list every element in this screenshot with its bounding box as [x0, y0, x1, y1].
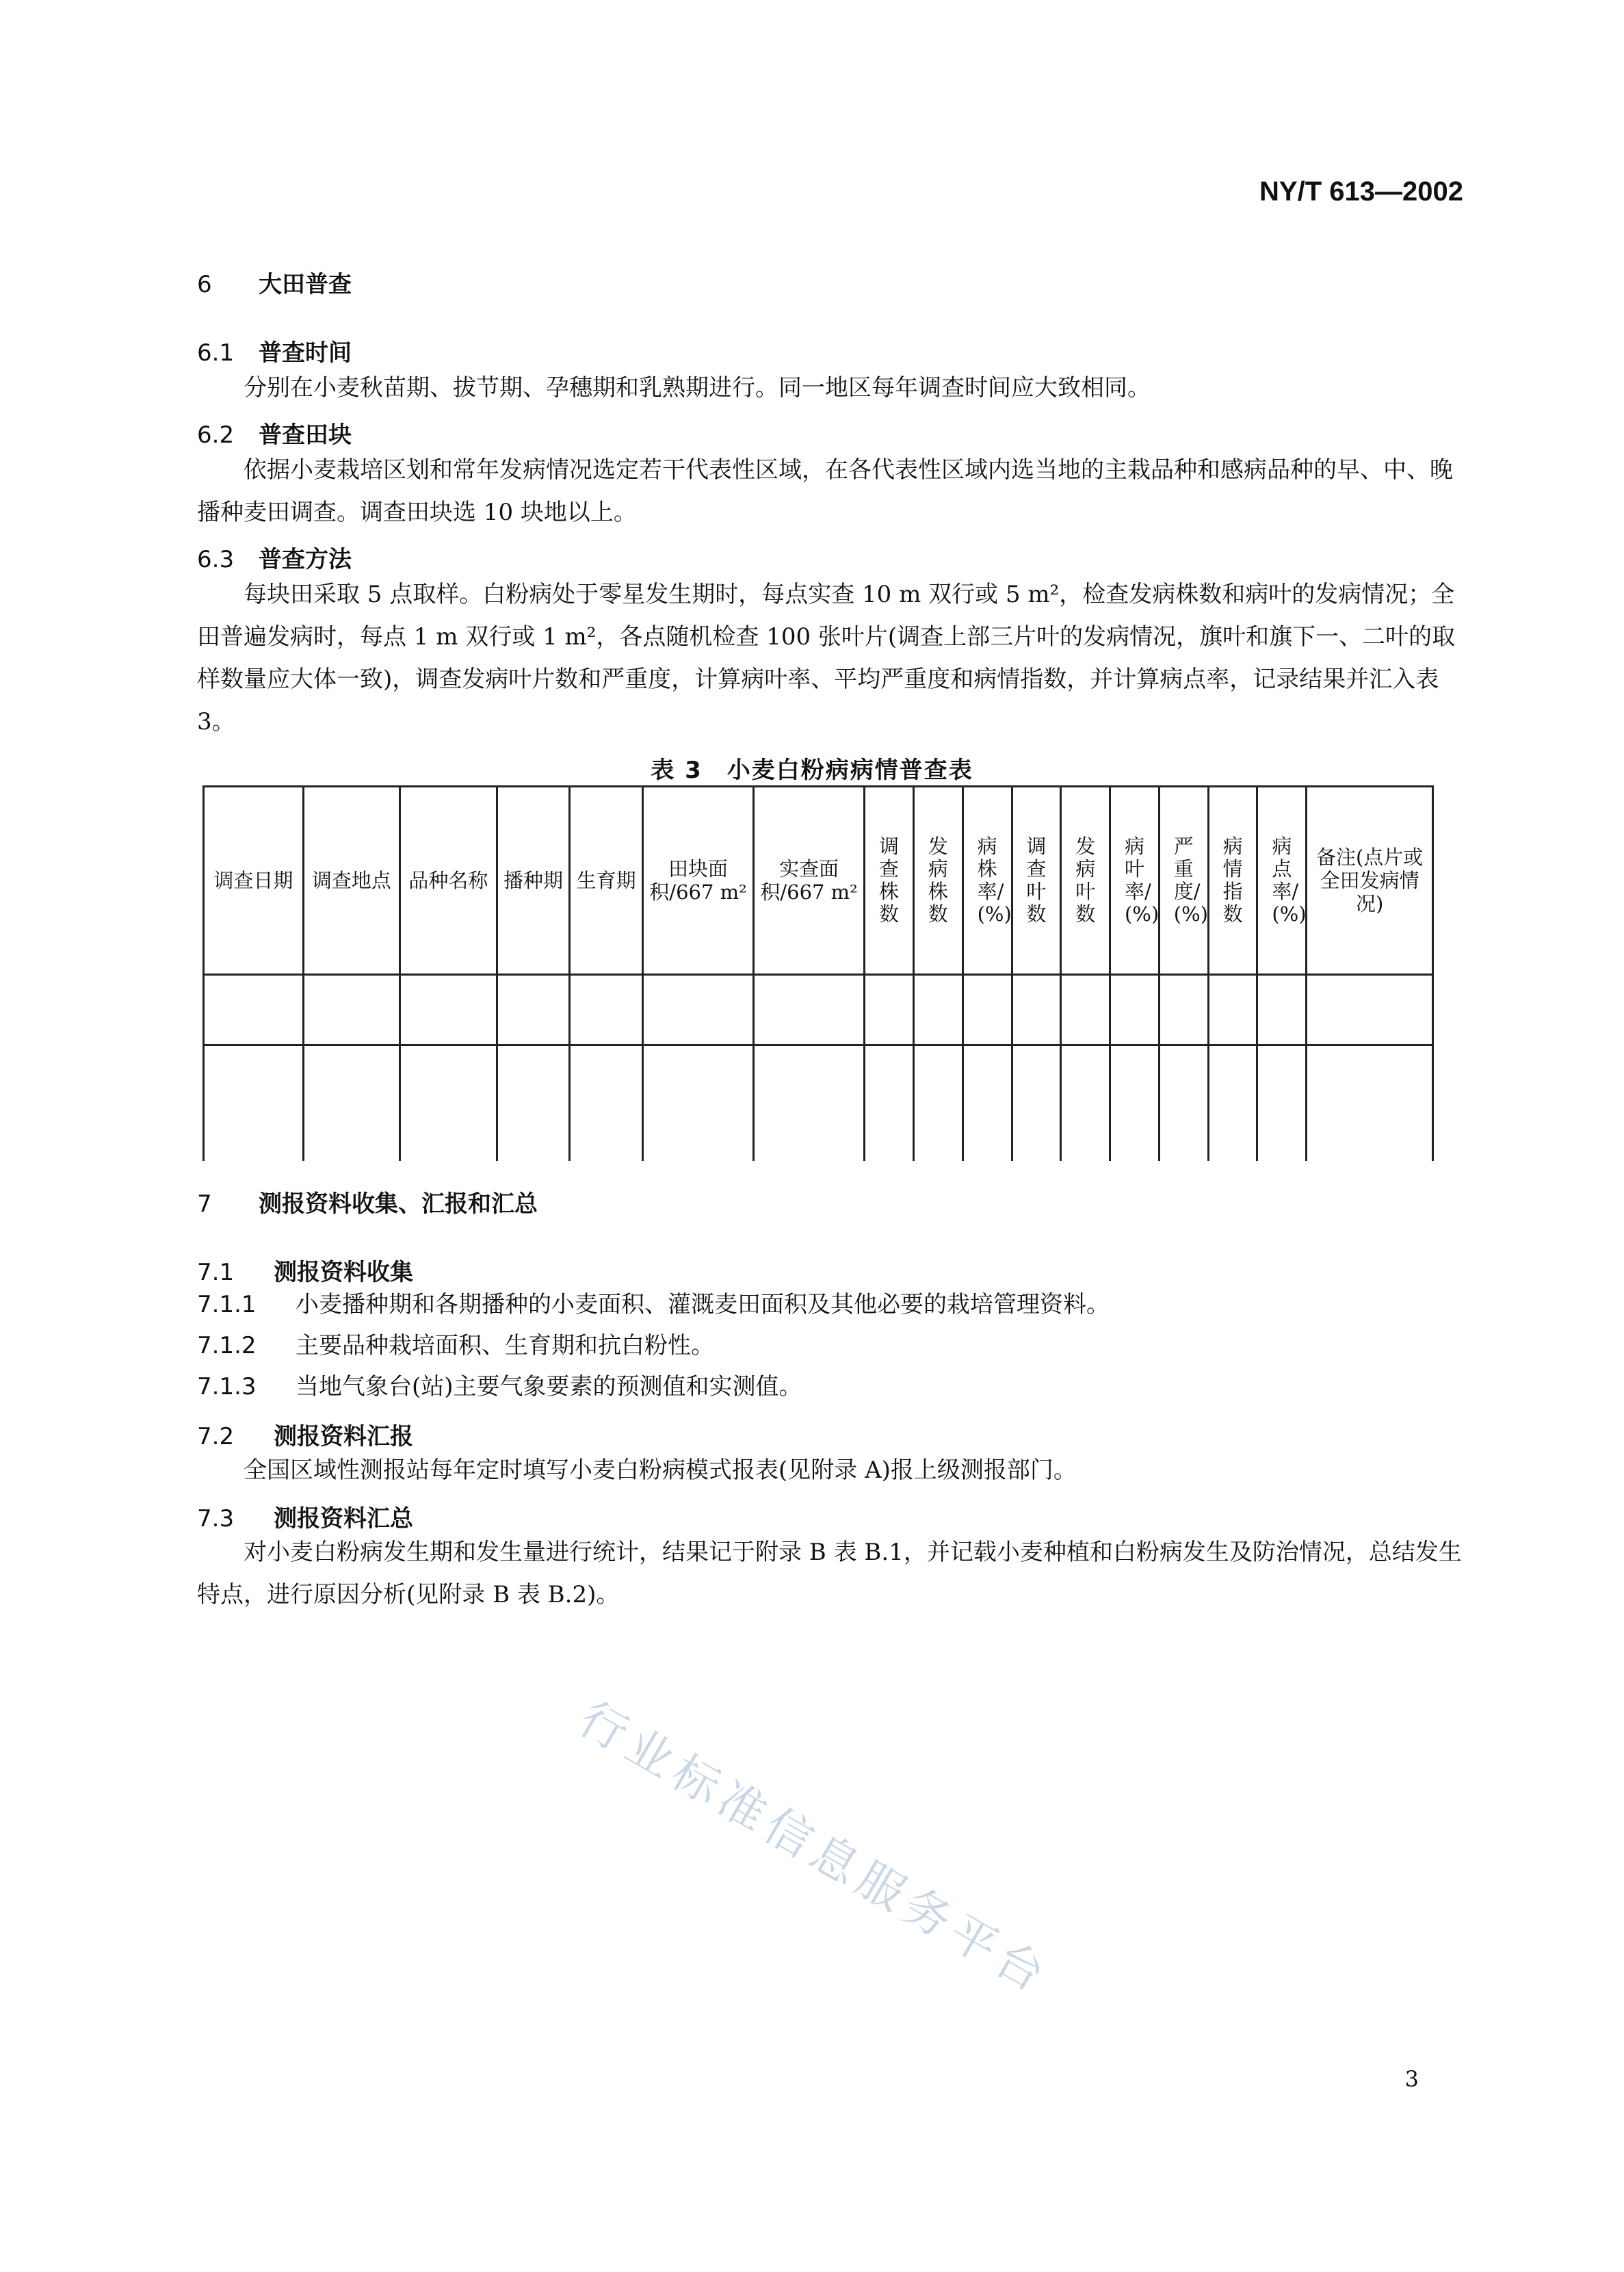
section-title: 普查时间 [259, 339, 352, 367]
section-number: 7.3 [197, 1505, 235, 1532]
section-title: 普查田块 [259, 421, 352, 449]
section-7-3-text: 对小麦白粉病发生期和发生量进行统计，结果记于附录 B 表 B.1，并记载小麦种植和白粉病发生及防治情况，总结发生特点，进行原因分析(见附录 B 表 B.2)。 [197, 1539, 1462, 1608]
section-number: 7.1 [197, 1259, 235, 1286]
section-7-3-heading [197, 1500, 413, 1533]
section-title: 大田普查 [259, 271, 352, 298]
section-text: 小麦播种期和各期播种的小麦面积、灌溉麦田面积及其他必要的栽培管理资料。 [296, 1291, 1110, 1318]
section-number: 6.1 [197, 339, 235, 367]
section-6-2-text: 依据小麦栽培区划和常年发病情况选定若干代表性区域，在各代表性区域内选当地的主栽品种和感病品种的早、中、晚播种麦田调查。调查田块选 10 块地以上。 [197, 456, 1453, 526]
section-title: 测报资料收集、汇报和汇总 [259, 1190, 538, 1218]
section-number: 6.3 [197, 546, 235, 573]
section-title: 测报资料汇总 [274, 1505, 413, 1532]
section-title: 普查方法 [259, 546, 352, 573]
header-cell: 播种期 [497, 787, 570, 975]
header-cell: 调查株数 [865, 787, 914, 975]
section-number: 6 [197, 271, 212, 298]
section-text: 主要品种栽培面积、生育期和抗白粉性。 [296, 1332, 714, 1359]
page-number: 3 [1404, 2066, 1419, 2092]
section-7-1-3 [197, 1366, 1469, 1408]
section-number: 7.1.2 [197, 1332, 257, 1359]
section-text: 当地气象台(站)主要气象要素的预测值和实测值。 [296, 1373, 802, 1400]
disease-survey-table [202, 785, 1434, 1161]
watermark: 行业标准信息服务平台 [570, 1691, 1060, 2006]
section-7-1-heading [197, 1253, 413, 1287]
header-cell: 田块面积/667 m² [643, 787, 754, 975]
section-number: 6.2 [197, 421, 235, 449]
header-cell: 发病叶数 [1061, 787, 1110, 975]
header-cell: 调查地点 [303, 787, 400, 975]
header-cell: 品种名称 [400, 787, 497, 975]
header-cell: 严重度/(%) [1159, 787, 1208, 975]
standard-code: NY/T 613—2002 [1259, 177, 1463, 207]
section-6-3-text: 每块田采取 5 点取样。白粉病处于零星发生期时，每点实查 10 m 双行或 5 m²，检查发病株数和病叶的发病情况；全田普遍发病时，每点 1 m 双行或 1 m²，各点随机检查 100 张叶片(调查上部三片叶的发病情况，旗叶和旗下一、二叶的取样数量应大体一致)，调查发病叶片数和严重度，计算病叶率、平均严重度和病情指数，并计算病点率，记录结果并汇入表 3。 [197, 581, 1456, 735]
section-7-1-1 [197, 1283, 1469, 1326]
table-row [204, 975, 1433, 1045]
section-6-1-text: 分别在小麦秋苗期、拔节期、孕穗期和乳熟期进行。同一地区每年调查时间应大致相同。 [244, 374, 1151, 402]
section-6-1-heading [197, 334, 352, 367]
section-number: 7 [197, 1190, 212, 1218]
header-cell: 病点率/(%) [1257, 787, 1307, 975]
header-cell: 备注(点片或全田发病情况) [1307, 787, 1433, 975]
section-6-heading [197, 265, 352, 299]
table-row [204, 1045, 1433, 1162]
header-cell: 病叶率/(%) [1110, 787, 1160, 975]
section-6-2-heading [197, 416, 352, 449]
section-7-2-text: 全国区域性测报站每年定时填写小麦白粉病模式报表(见附录 A)报上级测报部门。 [244, 1457, 1077, 1484]
header-cell: 实查面积/667 m² [754, 787, 865, 975]
header-cell: 发病株数 [913, 787, 962, 975]
header-cell: 生育期 [570, 787, 643, 975]
section-7-1-2 [197, 1324, 1469, 1367]
section-7-heading [197, 1185, 538, 1218]
section-number: 7.1.3 [197, 1373, 257, 1400]
section-number: 7.2 [197, 1423, 235, 1450]
section-number: 7.1.1 [197, 1291, 257, 1318]
section-title: 测报资料收集 [274, 1259, 413, 1286]
section-7-2-heading [197, 1418, 413, 1451]
table-3-title: 表 3 小麦白粉病病情普查表 [651, 757, 973, 784]
section-title: 测报资料汇报 [274, 1423, 413, 1450]
header-cell: 病株率/(%) [962, 787, 1012, 975]
header-cell: 调查叶数 [1012, 787, 1061, 975]
header-cell: 病情指数 [1208, 787, 1257, 975]
header-cell: 调查日期 [204, 787, 304, 975]
section-6-3-heading [197, 540, 352, 574]
